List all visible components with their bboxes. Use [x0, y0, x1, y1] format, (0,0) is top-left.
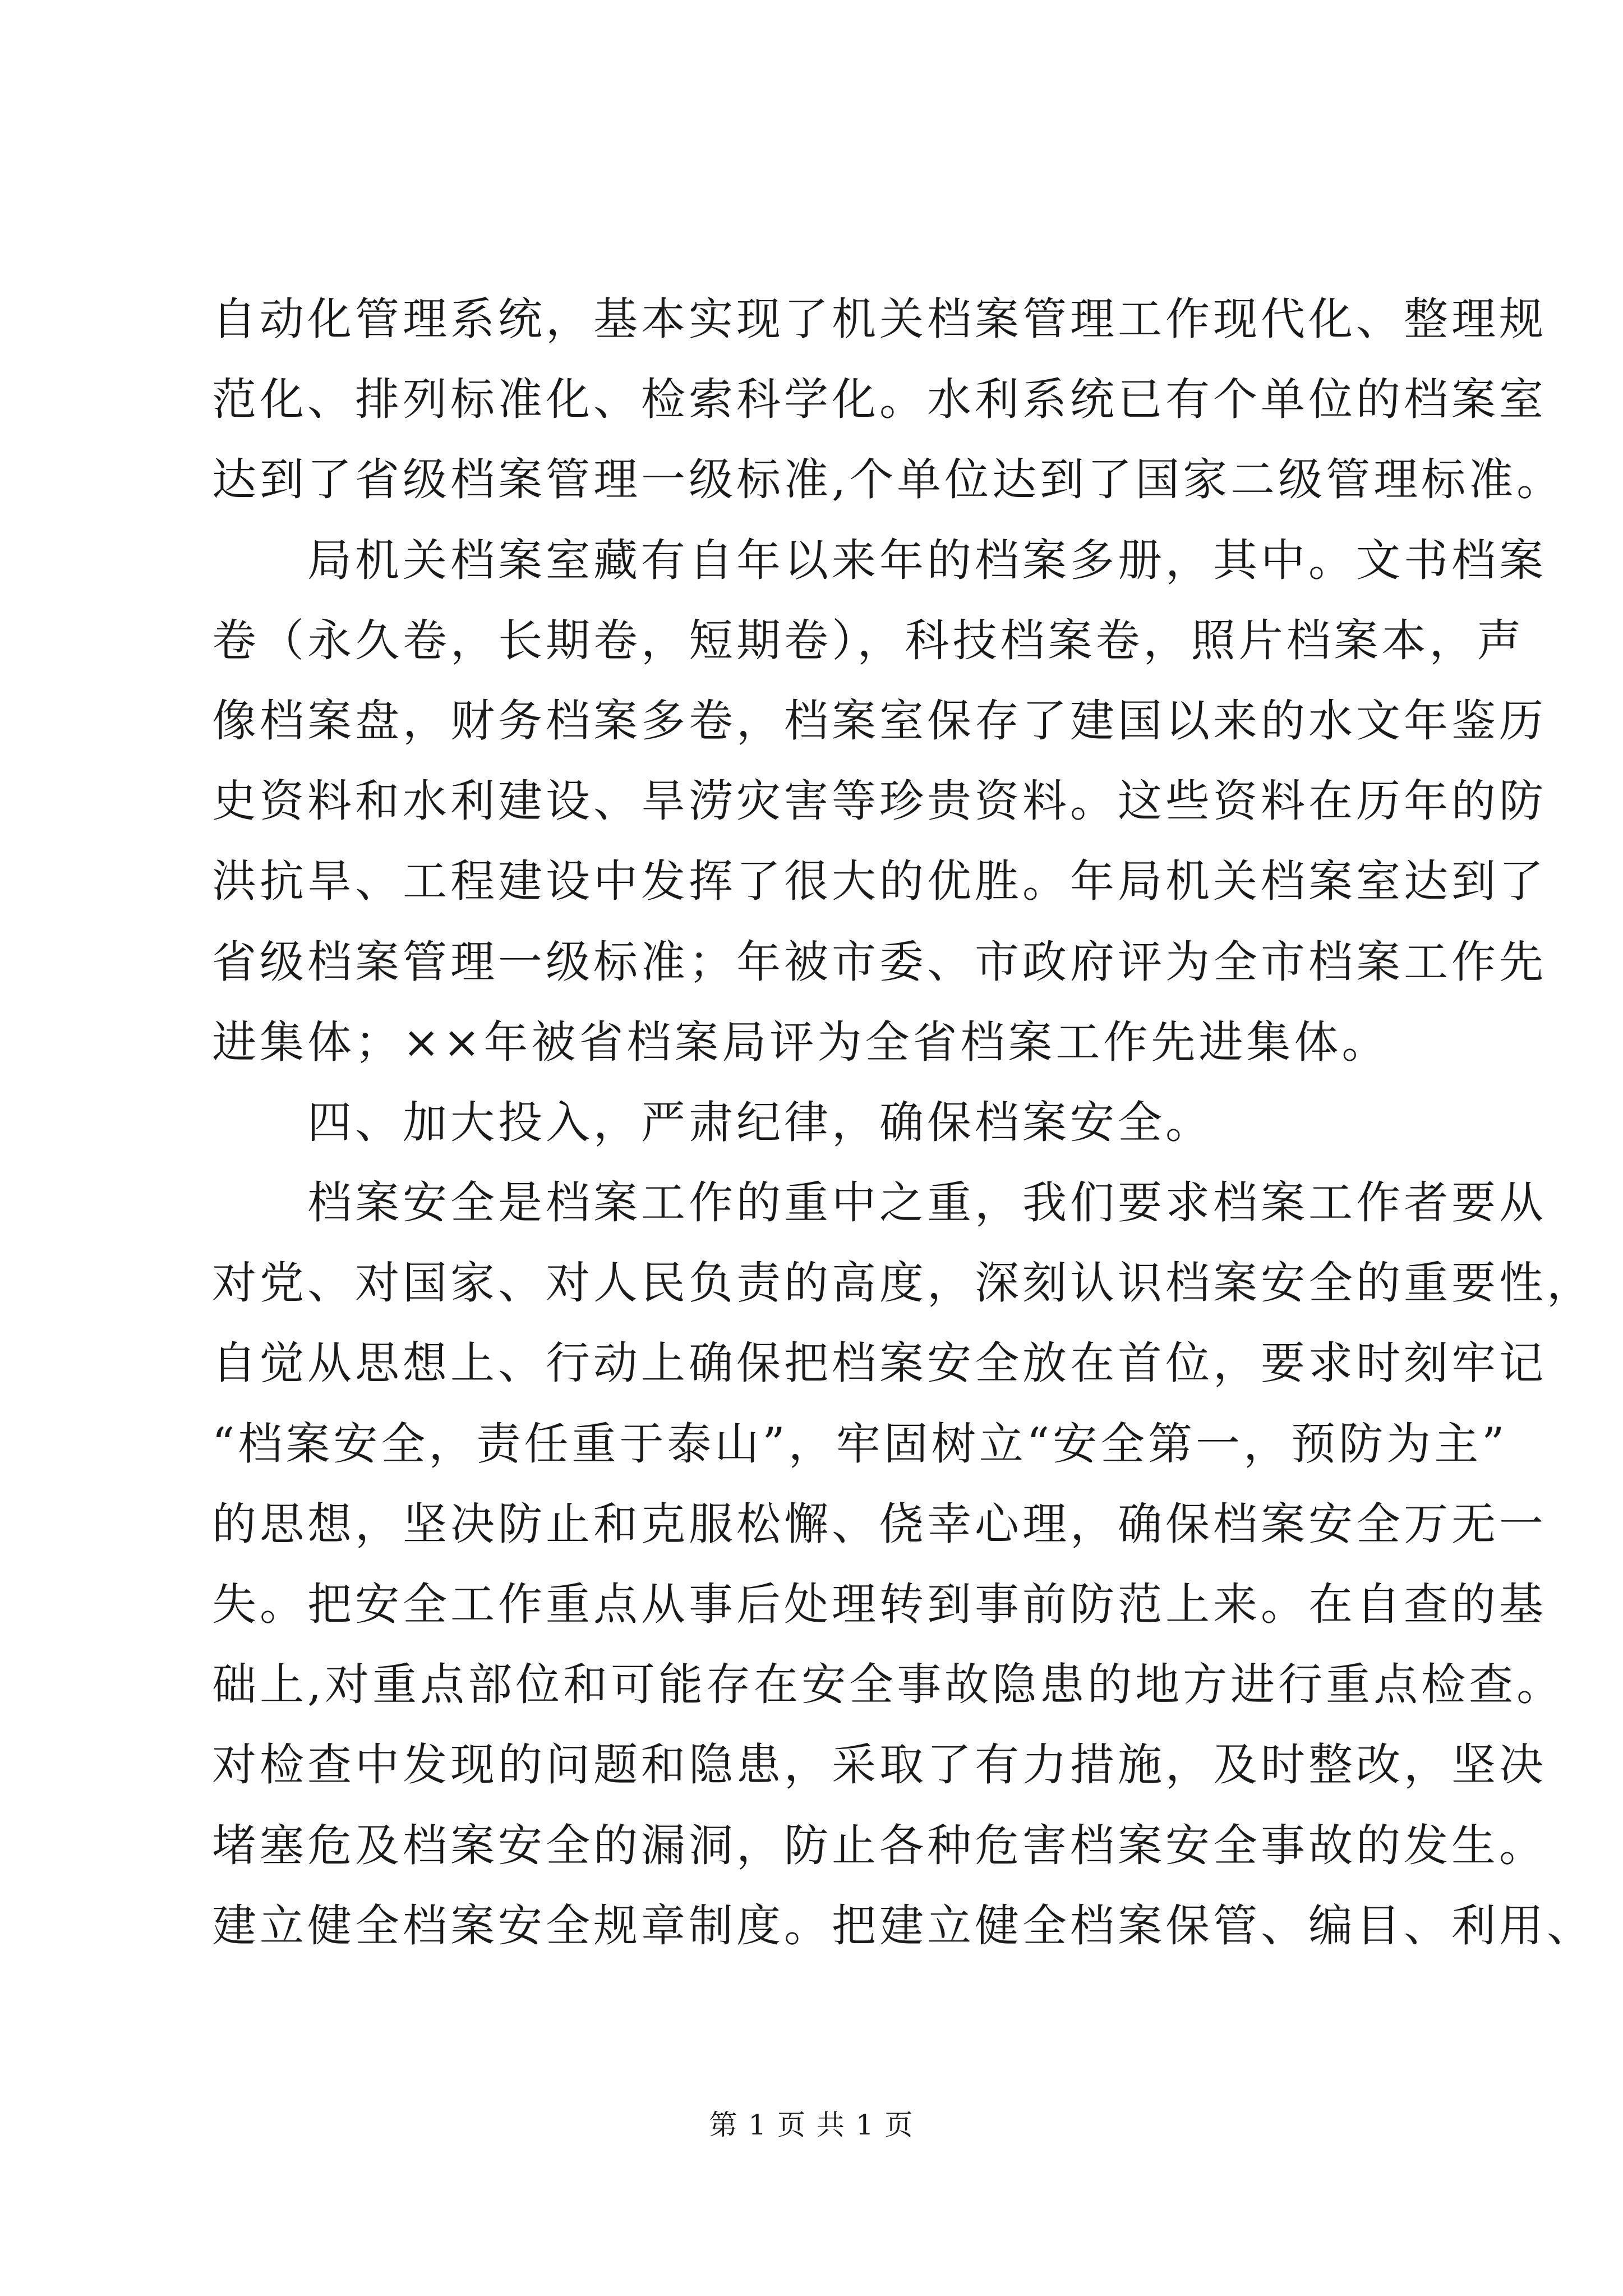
text-line: 对检查中发现的问题和隐患，采取了有力措施，及时整改，坚决: [212, 1739, 1547, 1791]
text-line: 像档案盘，财务档案多卷，档案室保存了建国以来的水文年鉴历: [212, 694, 1547, 747]
text-line: 卷（永久卷，长期卷，短期卷），科技档案卷，照片档案本，声: [212, 614, 1525, 666]
text-line: 进集体；××年被省档案局评为全省档案工作先进集体。: [212, 1016, 1390, 1068]
text-line: 的思想，坚决防止和克服松懈、侥幸心理，确保档案安全万无一: [212, 1498, 1547, 1550]
text-line: 自动化管理系统，基本实现了机关档案管理工作现代化、整理规: [212, 293, 1547, 345]
text-line: 档案安全是档案工作的重中之重，我们要求档案工作者要从: [307, 1177, 1547, 1229]
text-line: 失。把安全工作重点从事后处理转到事前防范上来。在自查的基: [212, 1579, 1547, 1630]
text-line: 对党、对国家、对人民负责的高度，深刻认识档案安全的重要性，: [212, 1257, 1594, 1309]
text-line: 础上,对重点部位和可能存在安全事故隐患的地方进行重点检查。: [212, 1659, 1565, 1711]
page-footer: 第 1 页 共 1 页: [709, 2109, 914, 2141]
document-body: [212, 279, 1594, 1966]
text-line: 洪抗旱、工程建设中发挥了很大的优胜。年局机关档案室达到了: [212, 855, 1547, 908]
text-line: 范化、排列标准化、检索科学化。水利系统已有个单位的档案室: [212, 374, 1547, 426]
text-line: “档案安全，责任重于泰山”，牢固树立“安全第一，预防为主”: [212, 1418, 1508, 1470]
text-line: 自觉从思想上、行动上确保把档案安全放在首位，要求时刻牢记: [212, 1337, 1547, 1389]
text-line: 史资料和水利建设、旱涝灾害等珍贵资料。这些资料在历年的防: [212, 775, 1547, 827]
text-line: 堵塞危及档案安全的漏洞，防止各种危害档案安全事故的发生。: [212, 1819, 1547, 1871]
text-line: 省级档案管理一级标准；年被市委、市政府评为全市档案工作先: [212, 936, 1547, 988]
text-line: 四、加大投入，严肃纪律，确保档案安全。: [307, 1096, 1213, 1148]
text-line: 建立健全档案安全规章制度。把建立健全档案保管、编目、利用、: [212, 1899, 1594, 1952]
text-line: 局机关档案室藏有自年以来年的档案多册，其中。文书档案: [307, 534, 1547, 586]
text-line: 达到了省级档案管理一级标准,个单位达到了国家二级管理标准。: [212, 454, 1565, 506]
